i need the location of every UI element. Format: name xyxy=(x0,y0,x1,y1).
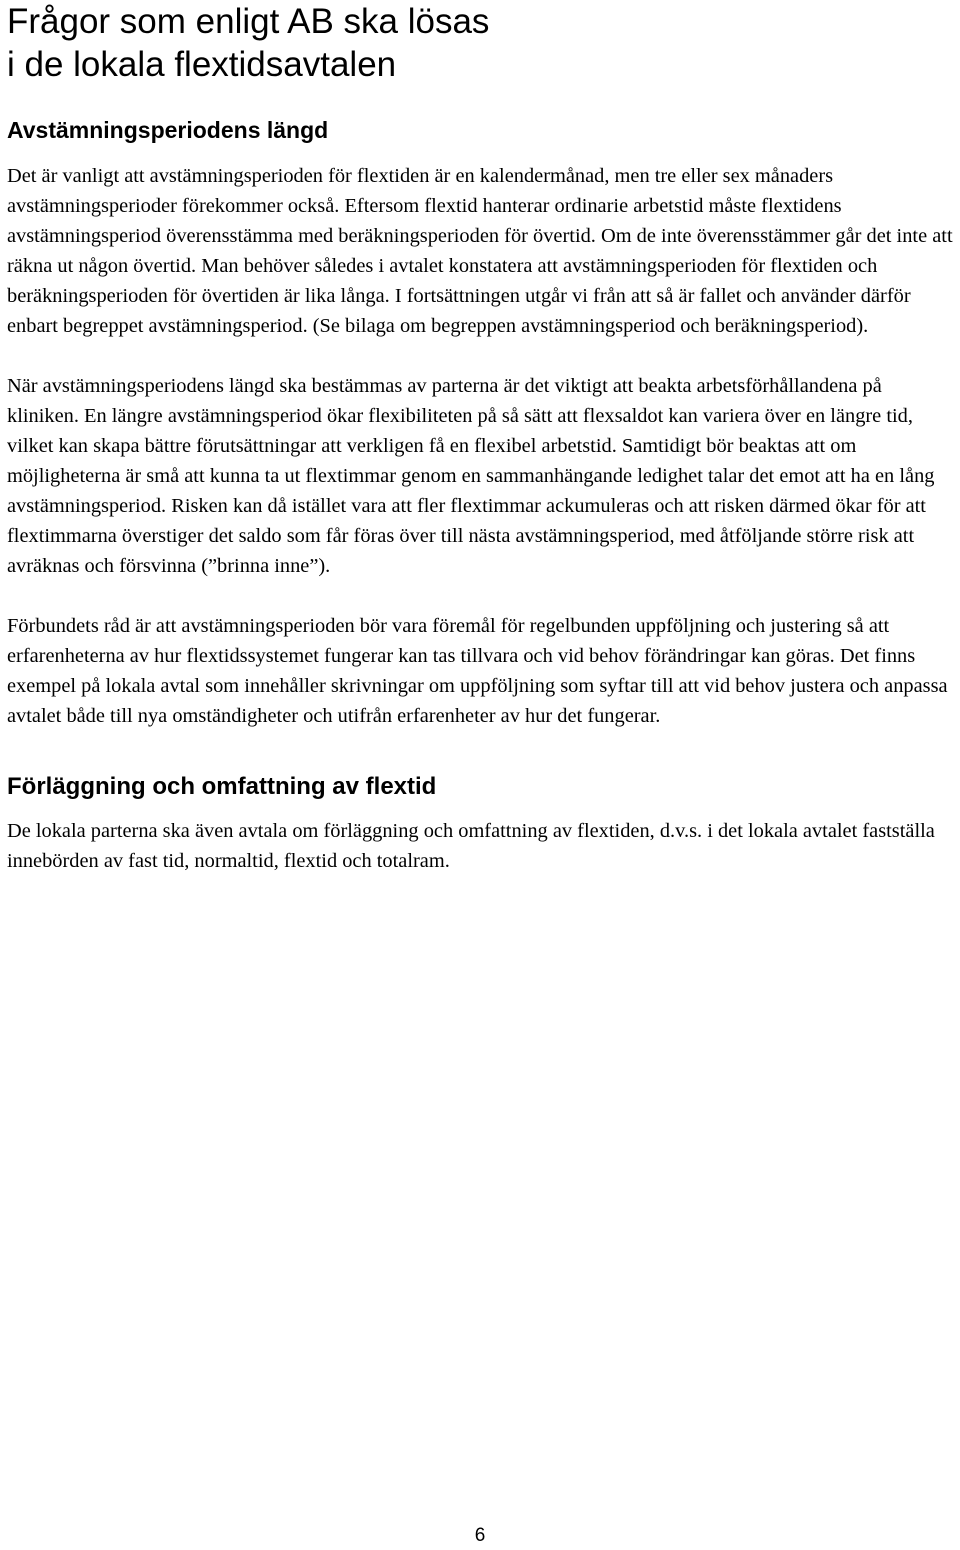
title-line-2: i de lokala flextidsavtalen xyxy=(7,45,397,84)
paragraph: Det är vanligt att avstämningsperioden för flextiden är en kalendermånad, men tre eller sex månaders avstämningsperioder förekommer också. Eftersom flextid hanterar ordinarie arbetstid måste flextidens avstämningsperiod överensstämma med beräkningsperioden för övertid. Om de inte överensstämmer går det inte att räkna ut någon övertid. Man behöver således i avtalet konstatera att avstämningsperioden för flextiden och beräkningsperioden för övertiden är lika långa. I fortsättningen utgår vi från att så är fallet och använder därför enbart begreppet avstämningsperiod. (Se bilaga om begreppen avstämningsperiod och beräkningsperiod). xyxy=(7,165,953,337)
page-number: 6 xyxy=(474,1525,486,1546)
document-page xyxy=(7,0,957,876)
paragraph: De lokala parterna ska även avtala om förläggning och omfattning av flextiden, d.v.s. i det lokala avtalet fastställa innebörden av fast tid, normaltid, flextid och totalram. xyxy=(7,820,935,872)
paragraph: Förbundets råd är att avstämningsperioden bör vara föremål för regelbunden uppföljning och justering så att erfarenheterna av hur flextidssystemet fungerar kan tas tillvara och vid behov förändringar kan göras. Det finns exempel på lokala avtal som innehåller skrivningar om uppföljning som syftar till att vid behov justera och anpassa avtalet både till nya omständigheter och utifrån erfarenheter av hur det fungerar. xyxy=(7,615,948,727)
section-heading-avstamningsperiodens-langd: Avstämningsperiodens längd xyxy=(7,117,329,143)
paragraph: När avstämningsperiodens längd ska bestämmas av parterna är det viktigt att beakta arbetsförhållandena på kliniken. En längre avstämningsperiod ökar flexibiliteten på så sätt att flexsaldot kan variera över en längre tid, vilket kan skapa bättre förutsättningar att verkligen få en flexibel arbetstid. Samtidigt bör beaktas att om möjligheterna är små att kunna ta ut flextimmar genom en sammanhängande ledighet talar det emot att ha en lång avstämningsperiod. Risken kan då istället vara att fler flextimmar ackumuleras och att risken därmed ökar för att flextimmarna överstiger det saldo som får föras över till nästa avstämningsperiod, med åtföljande större risk att avräknas och försvinna (”brinna inne”). xyxy=(7,375,935,577)
section-heading-forlaggning-och-omfattning: Förläggning och omfattning av flextid xyxy=(7,773,437,800)
title-line-1: Frågor som enligt AB ska lösas xyxy=(7,2,490,41)
document-title xyxy=(7,0,957,86)
